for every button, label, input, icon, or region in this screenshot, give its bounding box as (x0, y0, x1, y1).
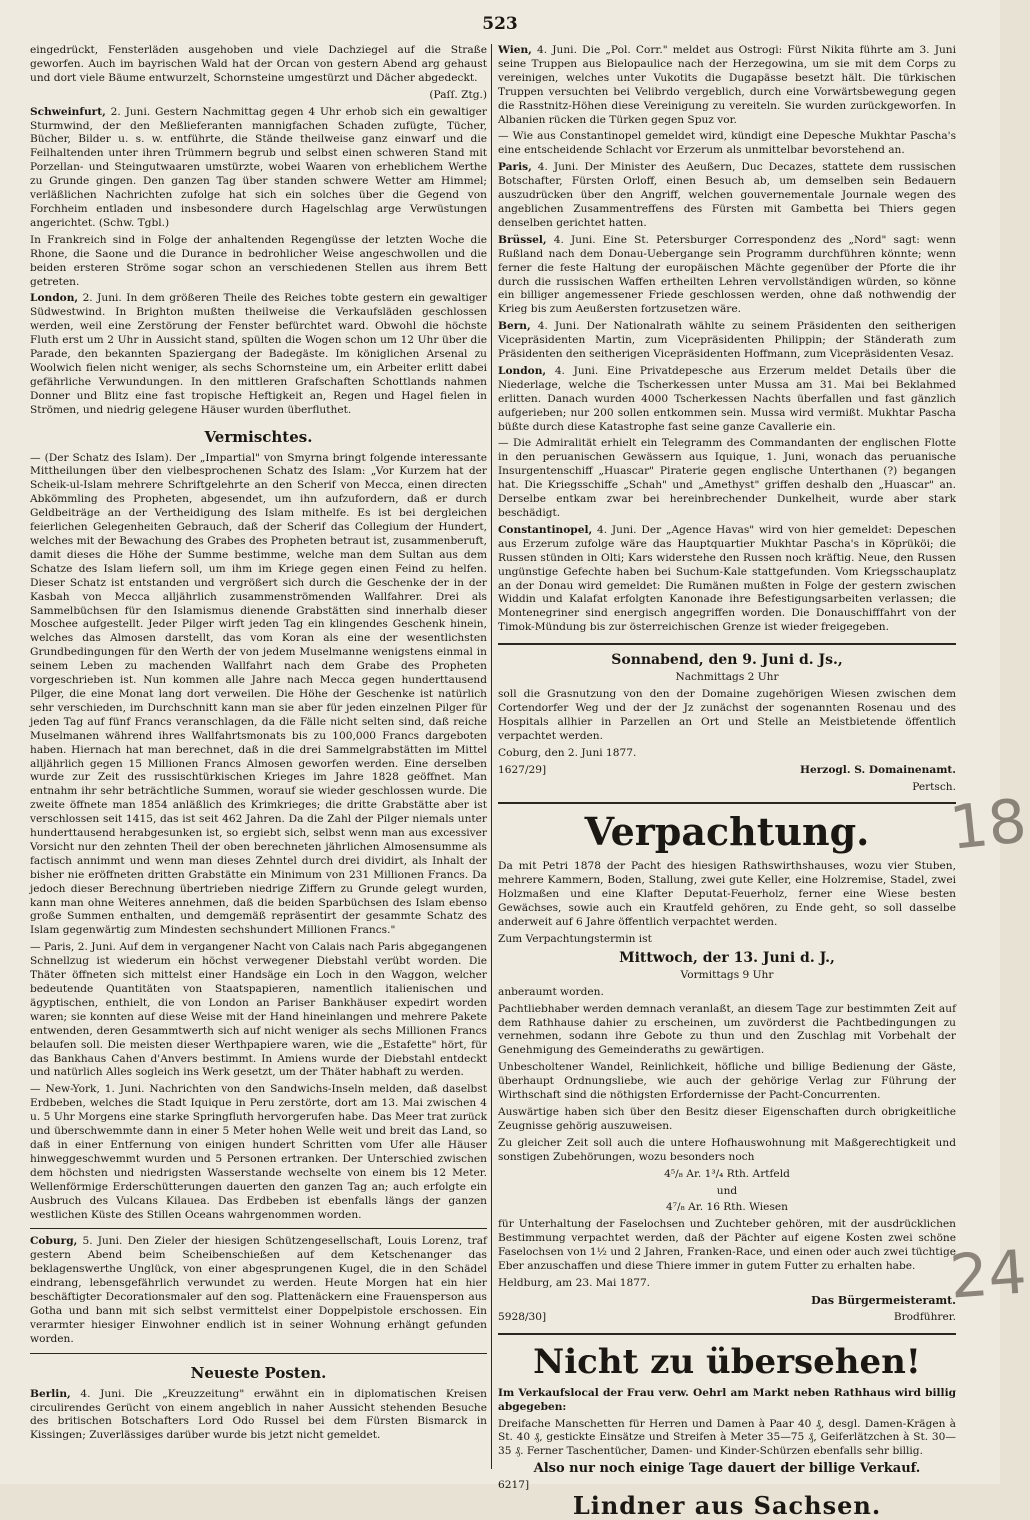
ad-brand: Lindner aus Sachsen. (572, 1491, 882, 1520)
article-berlin (30, 1388, 487, 1444)
article-text: 2. Juni. Gestern Nachmittag gegen 4 Uhr erhob sich ein gewaltiger Sturmwind, der den Meßlieferanten mannigfachen Schaden zufügte, Tücher, Bücher, Bilder u. s. w. entführte, die Stände theilweise ganz einwarf und die Feilhaltenden unter ihren Trümmern begrub und selbst einen schweren Stand mit Porzellan- und Steingutwaaren umstürzte, wobei Waaren von erheblichem Werthe zu Grunde gingen. Den ganzen Tag über standen schwere Wetter am Himmel; verläßlichen Nachrichten zufolge hat sich ein solches über die Gegend von Forchheim entladen und insbesondere durch Hagelschlag arge Verwüstungen angerichtet. (Schw. Tgbl.) (30, 105, 487, 229)
article-schatz-islam: — (Der Schatz des Islam). Der „Impartial" von Smyrna bringt folgende interessante Mittheilungen über den vielbesprochenen Schatz des Islam: „Vor Kurzem hat der Scheik-ul-Islam mehrere Schriftgelehrte an den Scherif von Mecca, einen directen Abkömmling des Propheten, abgesendet, um ihn aufzufordern, daß er durch Geldbeiträge an der Vertheidigung des Islam mithelfe. Es ist bei dergleichen feierlichen Gelegenheiten Gebrauch, daß der Scherif das Collegium der Hundert, welches mit der Bewachung des Grabes des Propheten betraut ist, zusammenberuft, damit dieses die Höhe der Summe bestimme, welche man dem Sultan aus dem Schatze des Islam liefern soll, um ihm im Kriege gegen einen Feind zu helfen. Dieser Schatz ist entstanden und vergrößert sich durch die Geschenke der in der Kasbah von Mecca alljährlich zusammenströmenden Wallfahrer. Drei als Sammelbüchsen für den Islamismus dienende Grabstätten sind innerhalb dieser Moschee aufgestellt. Jeder Pilger wirft jeden Tag ein klingendes Geschenk hinein, welches das Almosen darstellt, das vom Koran als eine der wesentlichsten Grundbedingungen für den Werth der von jedem Muselmanne wenigstens einmal in seinem Leben zu machenden Wallfahrt nach dem Grabe des Propheten vorgeschrieben ist. Nun kommen alle Jahre nach Mecca gegen hunderttausend Pilger, die eine Monat lang dort verweilen. Die Höhe der Geschenke ist natürlich sehr verschieden, im Durchschnitt kann man sie aber für jeden einzelnen Pilger für jeden Tag auf fünf Francs veranschlagen, da die Fälle nicht selten sind, daß reiche Muselmanen während ihres Wallfahrtsmonats bis zu 100,000 Francs dargeboten haben. Hiernach hat man berechnet, daß in die drei Sammelgrabstätten im Mittel alljährlich gegen 15 Millionen Francs Almosen geworfen werden. Eine derselben wurde zur Zeit des russischtürkischen Krieges im Jahre 1828 geöffnet. Man entnahm ihr sehr beträchtliche Summen, worauf sie wieder geschlossen wurde. Die zweite öffnete man 1854 anläßlich des Krimkrieges; die dritte Grabstätte aber ist verschlossen seit 1415, das ist seit 462 Jahren. Da die Zahl der Pilger niemals unter hunderttausend herabgesunken ist, so ergiebt sich, selbst wenn man aus excessiver Vorsicht nur den zehnten Theil der oben berechneten jährlichen Almosensumme als factisch annimmt und wenn man dieses Zehntel durch drei dividirt, als Inhalt der bisher nie eröffneten dritten Grabstätte ein Minimum von 231 Millionen Francs. Da jedoch dieser Berechnung übertrieben niedrige Ziffern zu Grunde gelegt wurden, kann man ohne Weiteres annehmen, daß die beiden Sparbüchsen des Islam ebenso große Summen enthalten, und demgemäß repräsentirt der gesammte Schatz des Islam gegenwärtig zum Mindesten sechshundert Millionen Francs." (30, 451, 487, 937)
dateline: Wien, (498, 44, 532, 56)
article-admiralitaet: — Die Admiralität erhielt ein Telegramm des Commandanten der englischen Flotte in den peruanischen Gewässern aus Iquique, 1. Juni, wonach das peruanische Insurgentenschiff „Huascar" Piraterie gegen englische Unterthanen (?) begangen hat. Die Kriegsschiffe „Schah" und „Amethyst" griffen deshalb den „Huascar" an. Derselbe entkam zwar bei hereinbrechender Dunkelheit, wurde aber stark beschädigt. (498, 437, 956, 519)
article-text: 4. Juni. Die „Pol. Corr." meldet aus Ostrogi: Fürst Nikita führte am 3. Juni seine Truppen aus Bielopaulice nach der Herzegowina, um sie mit dem Corps zu vereinigen, welches unter Vukotits die Dugapässe besetzt hält. Die türkischen Truppen versuchten bei Velibrdo vergeblich, durch eine Vorwärtsbewegung gegen die Rasstnitz-Höhen diese Vereinigung zu vereiteln. Sie wurden zurückgeworfen. In Albanien rücken die Türken gegen Spuz vor. (498, 44, 956, 126)
divider (498, 643, 956, 645)
dateline: London, (498, 364, 547, 377)
article-text: 4. Juni. Der Nationalrath wählte zu seinem Präsidenten den seitherigen Vicepräsidenten Martin, zum Vicepräsidenten Philippin; der Ständerath zum Präsidenten den seitherigen Vicepräsidenten Hoffmann, zum Vicepräsidenten Vesaz. (498, 320, 956, 361)
ad-field-2: 4⁷/₈ Ar. 16 Rth. Wiesen (666, 1201, 788, 1214)
ad-signature-name: Brodführer. (893, 1310, 956, 1323)
article-new-york: — New-York, 1. Juni. Nachrichten von den Sandwichs-Inseln melden, daß daselbst Erdbeben, welches die Stadt Iquique in Peru zerstörte, dort am 13. Mai zwischen 4 u. 5 Uhr Morgens eine starke Springfluth hervorgerufen habe. Das Meer trat zurück und überschwemmte dann in einer 5 Meter hohen Welle weit und breit das Land, so daß in einer Entfernung von einigen hundert Schritten vom Ufer alle Häuser hinweggeschwemmt wurden und 5 Personen ertranken. Der Unterschied zwischen dem höchsten und niedrigsten Wasserstande wechselte von einem bis 12 Meter. Wellenförmige Erderschütterungen dauerten den ganzen Tag an; auch erfolgte ein Ausbruch des Vulcans Kilauea. Das Erdbeben ist ebenfalls längs der ganzen westlichen Küste des Stillen Oceans wahrgenommen worden. (30, 1083, 487, 1221)
right-column (498, 44, 957, 1520)
ad-term-intro: Zum Verpachtungstermin ist (498, 932, 652, 945)
divider (498, 802, 956, 804)
dateline: Constantinopel, (498, 523, 593, 536)
ad-nicht-zu-uebersehen (498, 1341, 956, 1520)
ad-place: Heldburg, am 23. Mai 1877. (498, 1276, 651, 1289)
dateline: Brüssel, (498, 233, 547, 246)
section-heading-vermischtes: Vermischtes. (204, 427, 313, 446)
article-bern (498, 320, 956, 362)
ad-signature-line (498, 1311, 956, 1325)
ad-body: soll die Grasnutzung von den der Domaine zugehörigen Wiesen zwischen dem Cortendorfer Weg und der der Jz zunächst der sogenannten Rosenau und des Hospitals allhier in Parzellen an Ort und Stelle an Meistbietende öffentlich verpachtet werden. (498, 688, 956, 742)
left-column (30, 44, 487, 1474)
ad-signature: Herzogl. S. Domainenamt. (799, 763, 956, 776)
article-bruessel (498, 234, 956, 317)
ad-text: für Unterhaltung der Faselochsen und Zuchteber gehören, mit der ausdrücklichen Bestimmung verpachtet werden, daß der Pächter auf eigene Kosten zwei schöne Faselochsen von 1½ und 2 Jahren, Franken-Race, und einen oder auch zwei tüchtige Eber anzuschaffen und diese Thiere immer in gutem Futter zu erhalten habe. (498, 1218, 956, 1273)
article-constantinopel (498, 524, 956, 635)
ad-field-und: und (716, 1184, 738, 1197)
ad-signature-name: Pertsch. (912, 780, 956, 793)
ad-text: Unbescholtener Wandel, Reinlichkeit, höfliche und billige Bedienung der Gäste, überhaupt Ordnungsliebe, wie auch der gehörige Verlag zur Führung der Wirthschaft sind die nöthigsten Erfordernisse der Pacht-Concurrenten. (498, 1061, 956, 1102)
ad-place: Coburg, den 2. Juni 1877. (498, 746, 637, 759)
article-london-erzerum (498, 365, 956, 435)
ad-code: 6217] (498, 1479, 530, 1492)
divider (30, 1353, 487, 1354)
source-credit: (Paſſ. Ztg.) (429, 88, 487, 101)
dateline: Coburg, (30, 1235, 78, 1248)
section-heading-neueste-posten: Neueste Posten. (190, 1363, 327, 1382)
article-text: 4. Juni. Eine Privatdepesche aus Erzerum meldet Details über die Niederlage, welche die Tscherkessen unter Mussa am 31. Mai bei Beklahmed erlitten. Danach wurden 4000 Tscherkessen Nachts überfallen und fast gänzlich aufgerieben; nur 200 sollen entkommen sein. Mussa wird vermißt. Mukhtar Pascha büßte durch diese Katastrophe fast seine ganze Cavallerie ein. (498, 364, 956, 433)
article-text: 4. Juni. Die „Kreuzzeitung" erwähnt ein in diplomatischen Kreisen circulirendes Gerücht von einem angeblich in naher Aussicht stehenden Besuche des britischen Botschafters Lord Odo Russel bei dem Fürsten Bismarck in Kissingen; Zuverlässiges darüber wurde bis jetzt nicht gemeldet. (30, 1387, 487, 1442)
ad-signature-line (498, 764, 956, 778)
column-divider (491, 44, 492, 1469)
handwritten-mark: 18 (946, 786, 1030, 864)
ad-text: Auswärtige haben sich über den Besitz dieser Eigenschaften durch obrigkeitliche Zeugnisse gehörig auszuweisen. (498, 1106, 956, 1132)
article-wien (498, 44, 956, 127)
article-text: 2. Juni. In dem größeren Theile des Reiches tobte gestern ein gewaltiger Südwestwind. In Brighton mußten theilweise die Verkaufsläden geschlossen werden, weil eine Zerstörung der Fenster befürchtet ward. Obwohl die höchste Fluth erst um 2 Uhr in Aussicht stand, spülten die Wogen schon um 12 Uhr über die Parade, den bekannten Spaziergang der Badegäste. Im königlichen Arsenal zu Woolwich fielen nicht weniger, als sechs Schornsteine um, ein Arbeiter erlitt dabei gefährliche Verwundungen. In den mittleren Grafschaften Schottlands nahmen Donner und Blitz eine fast tropische Heftigkeit an, Regen und Hagel fielen in Strömen, und niedrig gelegene Häuser wurden überfluthet. (30, 292, 487, 416)
ad-grasnutzung (498, 653, 956, 794)
article-text: 5. Juni. Den Zieler der hiesigen Schützengesellschaft, Louis Lorenz, traf gestern Abend beim Scheibenschießen auf dem Ketschenanger das beklagenswerthe Unglück, von einer abgesprungenen Kugel, die in den Schädel eindrang, lebensgefährlich verwundet zu werden. Heute Morgen hat ein hier beschäftigter Decorationsmaler auf den sog. Plattenäckern eine Frauensperson aus Gotha und bann mit sich selbst vermittelst einer Doppelpistole erschossen. Ein verarmter hiesiger Einwohner endlich ist in seiner Wohnung erhängt gefunden worden. (30, 1235, 487, 1345)
ad-text: Pachtliebhaber werden demnach veranlaßt, an diesem Tage zur bestimmten Zeit auf dem Rathhause dahier zu erscheinen, um zuvörderst die Pachtbedingungen zu vernehmen, sodann ihre Gebote zu thun und den Zuschlag mit Vorbehalt der Genehmigung des Gemeinderaths zu gewärtigen. (498, 1002, 956, 1057)
handwritten-mark: 24 (947, 1237, 1029, 1313)
ad-signature: Das Bürgermeisteramt. (811, 1293, 956, 1307)
dateline: Bern, (498, 320, 531, 333)
ad-body: Da mit Petri 1878 der Pacht des hiesigen Rathswirthshauses, wozu vier Stuben, mehrere Kammern, Boden, Stallung, zwei gute Keller, eine Holzremise, Stadel, zwei Holzmaßen und eine Klafter Deputat-Feuerholz, ferner eine Wiese besten Gewächses, sowie auch ein Krautfeld gehören, zu Ende geht, so soll dasselbe anderweit auf 6 Jahre öffentlich verpachtet werden. (498, 860, 956, 929)
ad-text: anberaumt worden. (498, 985, 604, 998)
article-constantinopel-note: — Wie aus Constantinopel gemeldet wird, kündigt eine Depesche Mukhtar Pascha's eine entscheidende Schlacht vor Erzerum als unmittelbar bevorstehend an. (498, 130, 956, 157)
article-london (30, 292, 487, 417)
ad-text: Zu gleicher Zeit soll auch die untere Hofhauswohnung mit Maßgerechtigkeit und sonstigen Zubehörungen, wozu besonders noch (498, 1136, 956, 1163)
article-schweinfurt (30, 106, 487, 231)
article-paris (498, 161, 956, 231)
divider (30, 1228, 487, 1229)
dateline: London, (30, 292, 79, 305)
ad-code: 5928/30] (498, 1310, 547, 1323)
article-text: 4. Juni. Eine St. Petersburger Correspondenz des „Nord" sagt: wenn Rußland nach dem Donau-Uebergange sein Programm durchführen könnte; wenn ferner die feste Haltung der europäischen Mächte gegenüber der Pforte die ihr durch die russischen Waffen ertheilten Lehren vervollständigen würden, so könne ein billiger angemessener Friede geschlossen werden, ohne daß nothwendig der Krieg bis zum Aeußersten fortzusetzen wäre. (498, 233, 956, 316)
article-frankreich: In Frankreich sind in Folge der anhaltenden Regengüsse der letzten Woche die Rhone, die Saone und die Durance in bedrohlicher Weise angeschwollen und die beiden ersteren Ströme sogar schon an verschiedenen Stellen aus ihrem Bett getreten. (30, 233, 487, 288)
dateline: Paris, (498, 161, 532, 174)
ad-title: Nicht zu übersehen! (533, 1341, 921, 1382)
dateline: Berlin, (30, 1387, 71, 1400)
article-storm-bavaria: eingedrückt, Fensterläden ausgehoben und viele Dachziegel auf die Straße geworfen. Auch im bayrischen Wald hat der Orcan von gestern Abend arg gehaust und dort viele Bäume entwurzelt, Schornsteine umgestürzt und Dächer abgedeckt. (30, 44, 487, 84)
ad-verpachtung (498, 809, 956, 1324)
ad-title: Verpachtung. (584, 809, 870, 855)
article-text: 4. Juni. Der „Agence Havas" wird von hier gemeldet: Depeschen aus Erzerum zufolge wäre das Hauptquartier Mukhtar Pascha's in Köprüköi; die Russen stünden in Olti; Kars widerstehe den Russen noch kräftig. Neue, den Russen ungünstige Gefechte haben bei Suchum-Kale stattgefunden. Vom Kriegsschauplatz an der Donau wird gemeldet: Die Rumänen mußten in Folge der gestern zwischen Widdin und Kalafat erfolgten Kanonade ihre Befestigungsarbeiten verlassen; die Montenegriner sind energisch angegriffen worden. Die Donauschifffahrt von der Timok-Mündung bis zur österreichischen Grenze ist wieder freigegeben. (498, 523, 956, 634)
ad-time: Nachmittags 2 Uhr (675, 671, 779, 684)
article-text: 4. Juni. Der Minister des Aeußern, Duc Decazes, stattete dem russischen Botschafter, Fürsten Orloff, einen Besuch ab, um demselben sein Bedauern auszudrücken über den Angriff, welchen gouvernementale Journale wegen des angeblichen Zusammentreffens des Fürsten mit Gambetta bei Thiers gegen denselben gerichtet hatten. (498, 161, 957, 229)
ad-callout: Also nur noch einige Tage dauert der billige Verkauf. (533, 1461, 921, 1477)
ad-intro: Im Verkaufslocal der Frau verw. Oehrl am Markt neben Rathhaus wird billig abgegeben: (498, 1386, 956, 1413)
ad-body: Dreifache Manschetten für Herren und Damen à Paar 40 ₰, desgl. Damen-Krägen à St. 40 ₰, gestickte Einsätze und Streifen à Meter 35—75 ₰, Geiferlätzchen à St. 30—35 ₰. Ferner Taschentücher, Damen- und Kinder-Schürzen ebenfalls sehr billig. (498, 1417, 956, 1458)
ad-date: Sonnabend, den 9. Juni d. Js., (611, 652, 843, 669)
ad-time: Vormittags 9 Uhr (680, 968, 774, 981)
article-paris-diebstahl: — Paris, 2. Juni. Auf dem in vergangener Nacht von Calais nach Paris abgegangenen Schnellzug ist wiederum ein höchst verwegener Diebstahl verübt worden. Die Thäter öffneten sich mittelst einer Handsäge ein Loch in den Waggon, welcher bedeutende Quantitäten von Staatspapieren, namentlich italienischen und ägyptischen, enthielt, die von London an Pariser Bankhäuser expedirt worden waren; sie konnten auf diese Weise mit der Hand hineinlangen und mehrere Pakete entwenden, deren Gesammtwerth sich auf nicht weniger als sechs Millionen Francs belaufen soll. Die meisten dieser Werthpapiere waren, wie die „Estafette" hört, für das Bankhaus Cahen d'Anvers bestimmt. In Amiens wurde der Diebstahl entdeckt und natürlich Alles sogleich ins Werk gesetzt, um der Thäter habhaft zu werden. (30, 941, 487, 1079)
article-coburg (30, 1235, 487, 1346)
dateline: Schweinfurt, (30, 105, 106, 118)
page-number: 523 (482, 14, 518, 34)
ad-date: Mittwoch, der 13. Juni d. J., (619, 949, 835, 966)
ad-field-1: 4⁵/₈ Ar. 1³/₄ Rth. Artfeld (664, 1167, 790, 1180)
divider (498, 1333, 956, 1335)
ad-code: 1627/29] (498, 763, 547, 776)
